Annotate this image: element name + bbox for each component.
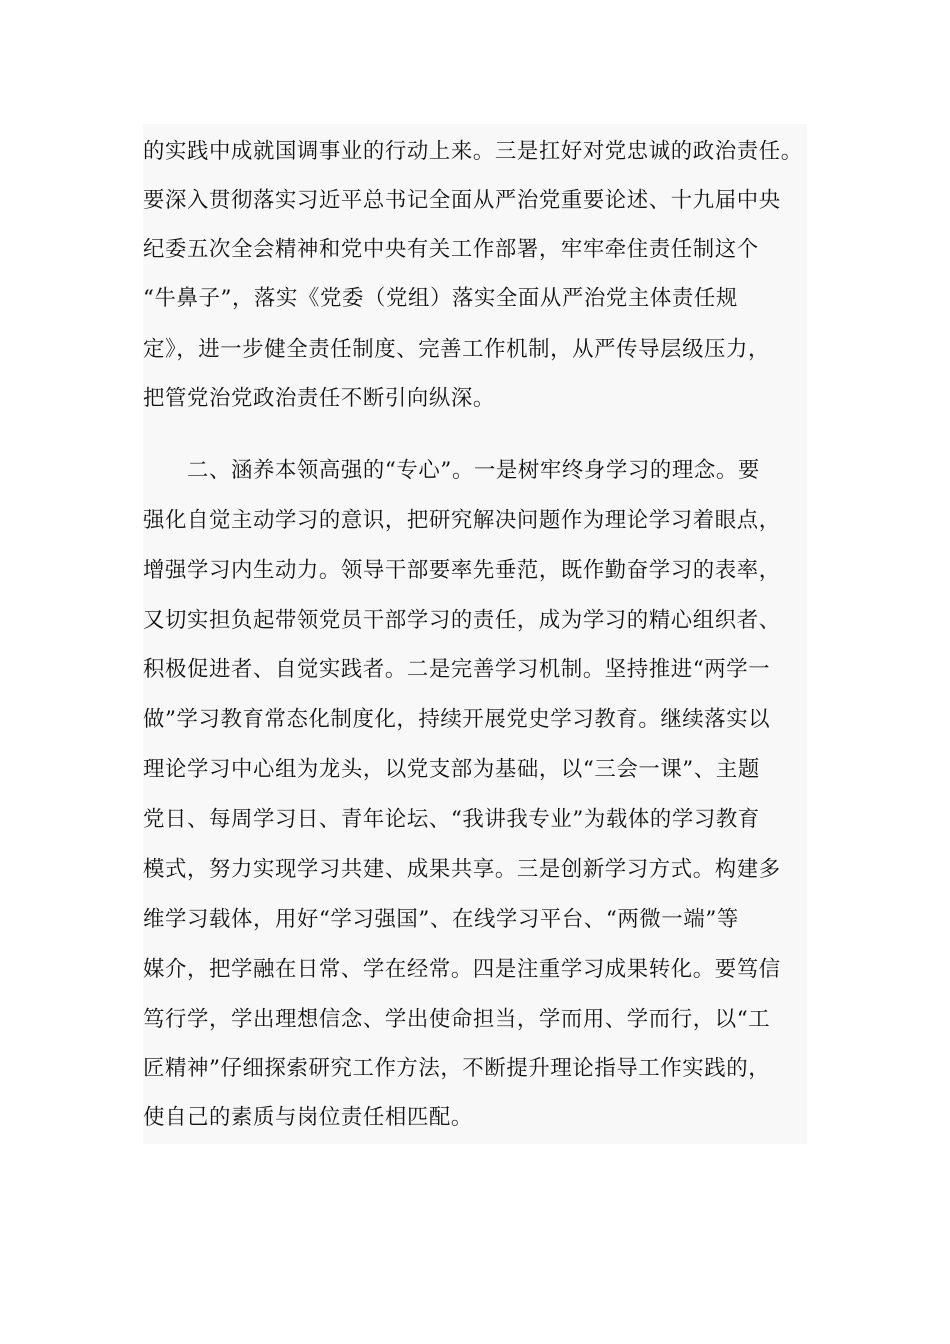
text-line: “牛鼻子”，落实《党委（党组）落实全面从严治党主体责任规 [143, 286, 738, 311]
text-line: 强化自觉主动学习的意识，把研究解决问题作为理论学习着眼点， [143, 508, 781, 533]
text-line: 二、涵养本领高强的“专心”。一是树牢终身学习的理念。要 [143, 458, 760, 483]
text-line: 理论学习中心组为龙头，以党支部为基础，以“三会一课”、主题 [143, 757, 760, 782]
text-line: 积极促进者、自觉实践者。二是完善学习机制。坚持推进“两学一 [143, 657, 771, 682]
text-line: 增强学习内生动力。领导干部要率先垂范，既作勤奋学习的表率， [143, 558, 781, 583]
text-line: 定》，进一步健全责任制度、完善工作机制，从严传导层级压力， [143, 337, 771, 362]
text-line: 又切实担负起带领党员干部学习的责任，成为学习的精心组织者、 [143, 608, 781, 633]
text-line: 做”学习教育常态化制度化，持续开展党史学习教育。继续落实以 [143, 707, 771, 732]
text-line: 笃行学，学出理想信念、学出使命担当，学而用、学而行，以“工 [143, 1007, 771, 1032]
text-line: 维学习载体，用好“学习强国”、在线学习平台、“两微一端”等 [143, 907, 739, 932]
text-line: 的实践中成就国调事业的行动上来。三是扛好对党忠诚的政治责任。 [143, 139, 803, 164]
text-line: 模式，努力实现学习共建、成果共享。三是创新学习方式。构建多 [143, 857, 781, 882]
document-text-block [143, 124, 807, 1144]
text-line: 匠精神”仔细探索研究工作方法，不断提升理论指导工作实践的， [143, 1056, 771, 1081]
text-line: 要深入贯彻落实习近平总书记全面从严治党重要论述、十九届中央 [143, 188, 781, 213]
text-line: 把管党治党政治责任不断引向纵深。 [143, 386, 495, 411]
text-line: 媒介，把学融在日常、学在经常。四是注重学习成果转化。要笃信 [143, 957, 781, 982]
text-line: 党日、每周学习日、青年论坛、“我讲我专业”为载体的学习教育 [143, 807, 760, 832]
text-line: 纪委五次全会精神和党中央有关工作部署，牢牢牵住责任制这个 [143, 237, 759, 262]
text-line: 使自己的素质与岗位责任相匹配。 [143, 1105, 473, 1130]
